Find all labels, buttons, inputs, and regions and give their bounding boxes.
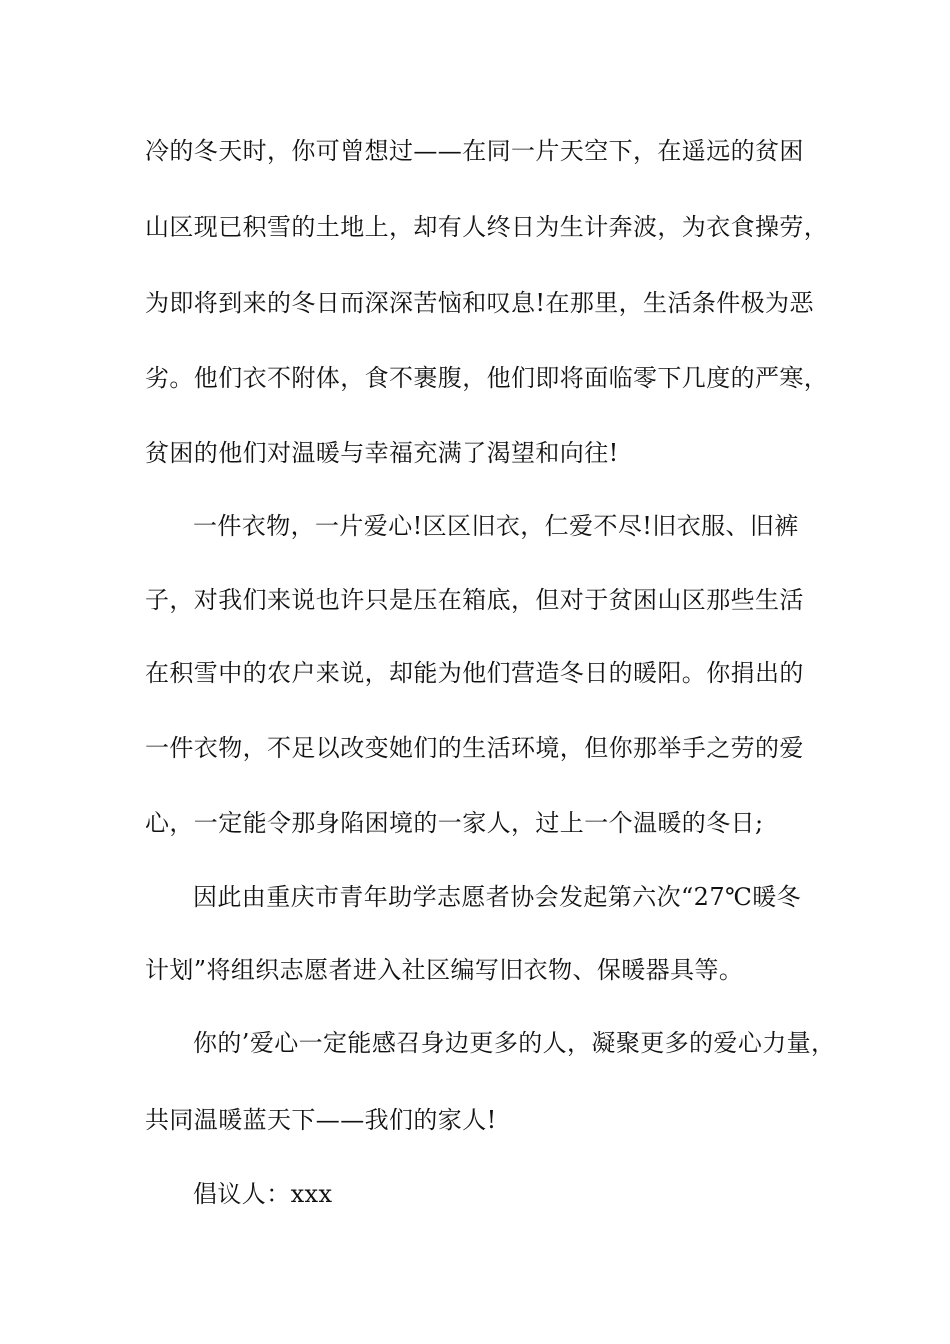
text-line: 为即将到来的冬日而深深苦恼和叹息!在那里，生活条件极为恶 <box>145 289 814 317</box>
text-line: 在积雪中的农户来说，却能为他们营造冬日的暖阳。你捐出的 <box>145 659 804 687</box>
text-line: 一件衣物，不足以改变她们的生活环境，但你那举手之劳的爱 <box>145 734 804 762</box>
text-line: 子，对我们来说也许只是压在箱底，但对于贫困山区那些生活 <box>145 586 804 614</box>
text-line: 山区现已积雪的土地上，却有人终日为生计奔波，为衣食操劳， <box>145 213 829 241</box>
text-line: 心，一定能令那身陷困境的一家人，过上一个温暖的冬日; <box>145 809 764 837</box>
paragraph-start-line: 因此由重庆市青年助学志愿者协会发起第六次“27℃暖冬 <box>193 883 802 911</box>
text-line: 共同温暖蓝天下——我们的家人! <box>145 1106 497 1134</box>
text-line: 冷的冬天时，你可曾想过——在同一片天空下，在遥远的贫困 <box>145 137 804 165</box>
text-line: 计划”将组织志愿者进入社区编写旧衣物、保暖器具等。 <box>145 956 744 984</box>
text-line: 劣。他们衣不附体，食不裹腹，他们即将面临零下几度的严寒， <box>145 364 829 392</box>
paragraph-start-line: 一件衣物，一片爱心!区区旧衣，仁爱不尽!旧衣服、旧裤 <box>193 512 799 540</box>
text-line: 贫困的他们对温暖与幸福充满了渴望和向往! <box>145 439 619 467</box>
paragraph-start-line: 你的’爱心一定能感召身边更多的人，凝聚更多的爱心力量， <box>193 1029 836 1057</box>
signature-line: 倡议人：xxx <box>193 1180 333 1208</box>
